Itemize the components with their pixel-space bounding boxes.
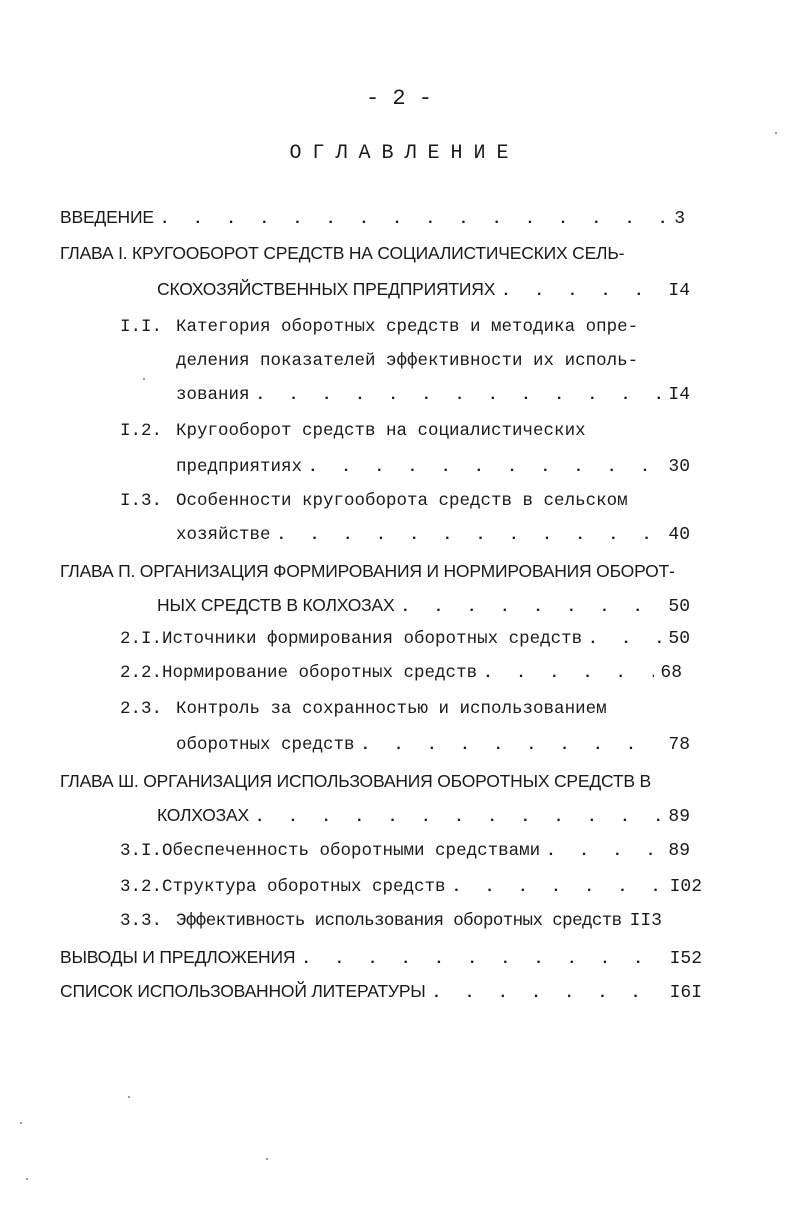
section-number: 3.3. (120, 911, 163, 931)
leader-dots (361, 730, 663, 760)
toc-entry-text: СПИСОК ИСПОЛЬЗОВАННОЙ ЛИТЕРАТУРЫ (60, 981, 426, 1001)
toc-chapter-2-title-cont[interactable] (157, 590, 690, 620)
toc-entry-text: Категория оборотных средств и методика опре- (176, 317, 639, 337)
toc-entry-text: Особенности кругооборота средств в сельском (176, 491, 628, 511)
toc-entry-text: Эффективность использования оборотных средств (176, 911, 622, 931)
toc-entry-text: оборотных средств (176, 735, 355, 755)
toc-chapter-3-title[interactable] (60, 766, 680, 796)
toc-entry-text: Источники формирования оборотных средств (162, 629, 583, 649)
toc-entry-text: зования (176, 385, 250, 405)
toc-section-3-3[interactable] (120, 906, 702, 936)
toc-page-number: 3 (674, 209, 685, 229)
toc-page-number: 89 (668, 807, 690, 827)
toc-entry-text: ГЛАВА I. КРУГООБОРОТ СРЕДСТВ НА СОЦИАЛИСТИЧЕСКИХ СЕЛЬ- (60, 243, 625, 263)
toc-entry-text: предприятиях (176, 457, 303, 477)
leader-dots (400, 592, 662, 622)
scan-speck (775, 132, 777, 134)
section-number: 2.2. (120, 663, 163, 683)
toc-entry-conclusions[interactable] (60, 942, 702, 972)
section-number: 2.I. (120, 629, 163, 649)
leader-dots (256, 380, 663, 410)
section-number: I.I. (120, 317, 163, 337)
toc-chapter-1-title-cont[interactable] (157, 274, 690, 304)
page-number: - 2 - (365, 86, 432, 111)
toc-page-number: I6I (669, 983, 702, 1003)
toc-entry-text: ГЛАВА Ш. ОРГАНИЗАЦИЯ ИСПОЛЬЗОВАНИЯ ОБОРОТНЫХ СРЕДСТВ В (60, 771, 651, 791)
scan-speck (143, 378, 145, 380)
toc-entry-text: Структура оборотных средств (162, 877, 446, 897)
scan-speck (20, 1122, 22, 1124)
toc-section-1-1-cont[interactable] (176, 346, 676, 376)
toc-entry-text: КОЛХОЗАХ (157, 805, 249, 825)
toc-entry-text: хозяйстве (176, 525, 271, 545)
toc-section-2-1[interactable] (120, 624, 690, 654)
toc-page-number: I02 (669, 877, 702, 897)
toc-entry-text: ВВЕДЕНИЕ (60, 207, 154, 227)
toc-entry-introduction[interactable] (60, 202, 685, 232)
page-title: ОГЛАВЛЕНИЕ (289, 142, 520, 165)
toc-page-number: II3 (629, 911, 662, 931)
leader-dots (588, 624, 662, 654)
leader-dots (452, 872, 664, 902)
leader-dots (546, 836, 662, 866)
toc-section-1-3-cont[interactable] (176, 520, 690, 550)
toc-page-number: 68 (660, 663, 682, 683)
toc-section-1-2-cont[interactable] (176, 452, 690, 482)
toc-chapter-1-title[interactable] (60, 238, 700, 268)
toc-entry-text: Нормирование оборотных средств (162, 663, 478, 683)
toc-section-2-3[interactable] (120, 694, 680, 724)
leader-dots (501, 276, 662, 306)
section-number: I.2. (120, 421, 163, 441)
section-number: 3.I. (120, 841, 163, 861)
toc-section-2-2[interactable] (120, 658, 682, 688)
section-number: 2.3. (120, 699, 163, 719)
toc-entry-text: ВЫВОДЫ И ПРЕДЛОЖЕНИЯ (60, 947, 296, 967)
toc-page-number: 78 (668, 735, 690, 755)
toc-section-2-3-cont[interactable] (176, 730, 690, 760)
toc-page-number: 89 (668, 841, 690, 861)
toc-entry-text: СКОХОЗЯЙСТВЕННЫХ ПРЕДПРИЯТИЯХ (157, 279, 496, 299)
toc-page-number: 40 (668, 525, 690, 545)
leader-dots (277, 520, 663, 550)
leader-dots (301, 944, 663, 974)
toc-page-number: I4 (668, 281, 690, 301)
toc-section-1-3[interactable] (120, 486, 680, 516)
toc-page-number: 30 (668, 457, 690, 477)
toc-entry-text: ГЛАВА П. ОРГАНИЗАЦИЯ ФОРМИРОВАНИЯ И НОРМИРОВАНИЯ ОБОРОТ- (60, 561, 675, 581)
section-number: I.3. (120, 491, 163, 511)
toc-entry-literature[interactable] (60, 976, 702, 1006)
scan-speck (266, 1158, 268, 1160)
leader-dots (432, 978, 664, 1008)
toc-chapter-3-title-cont[interactable] (157, 800, 690, 830)
toc-page-number: I4 (668, 385, 690, 405)
toc-section-3-1[interactable] (120, 836, 690, 866)
toc-page-number: 50 (668, 597, 690, 617)
toc-entry-text: Обеспеченность оборотными средствами (162, 841, 541, 861)
leader-dots (483, 658, 654, 688)
leader-dots (160, 204, 668, 234)
leader-dots (308, 452, 662, 482)
toc-chapter-2-title[interactable] (60, 556, 700, 586)
toc-page-number: I52 (669, 949, 702, 969)
toc-section-1-2[interactable] (120, 416, 680, 446)
toc-entry-text: НЫХ СРЕДСТВ В КОЛХОЗАХ (157, 595, 395, 615)
toc-page-number: 50 (668, 629, 690, 649)
toc-section-3-2[interactable] (120, 872, 702, 902)
toc-entry-text: Кругооборот средств на социалистических (176, 421, 586, 441)
section-number: 3.2. (120, 877, 163, 897)
scan-speck (26, 1178, 28, 1180)
toc-entry-text: деления показателей эффективности их исполь- (176, 351, 639, 371)
toc-entry-text: Контроль за сохранностью и использованием (176, 699, 607, 719)
toc-section-1-1[interactable] (120, 312, 680, 342)
leader-dots (255, 802, 662, 832)
scan-speck (128, 1096, 130, 1098)
toc-section-1-1-cont2[interactable] (176, 380, 690, 410)
